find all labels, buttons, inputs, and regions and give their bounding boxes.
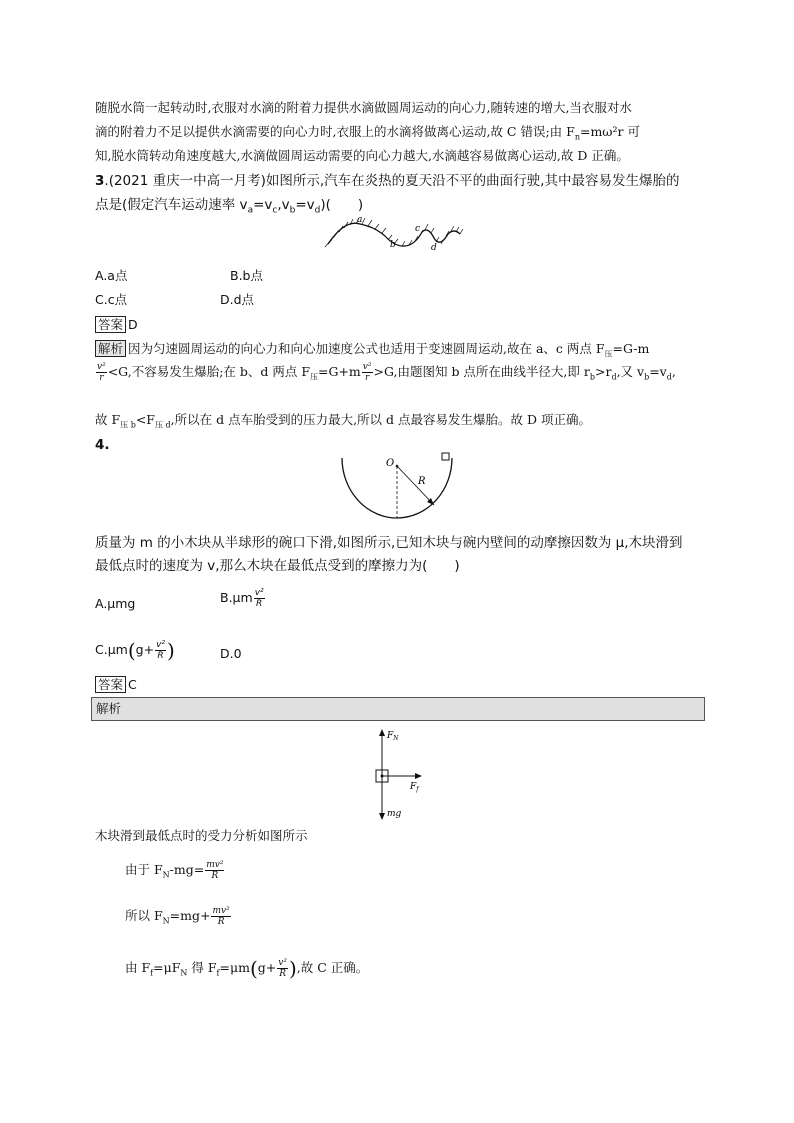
q3-option-c[interactable]: C.c点 [95,292,128,307]
answer-tag: 答案 [95,316,126,333]
q3-analysis-line1: 解析 因为匀速圆周运动的向心力和向心加速度公式也适用于变速圆周运动,故在 a、c 两点 $F_压=G-m$ [95,340,649,363]
friction-force-label: $F_f$ [410,782,419,793]
normal-force-label: $F_N$ [387,731,399,742]
q3-analysis-line3: 故 $F_{压 b}<F_{压 d}$,所以在 d 点车胎受到的压力最大,所以 d 点最容易发生爆胎。故 D 项正确。 [95,412,591,430]
force-diagram [362,726,432,822]
center-label-o: O [386,458,395,469]
q4-option-b[interactable]: B.μm $\frac{\text{v²}}{R}$ [220,588,264,609]
top-explanation-line3: 知,脱水筒转动角速度越大,水滴做圆周运动需要的向心力越大,水滴越容易做离心运动,故 D 正确。 [95,148,629,163]
figure-label-a: a [357,215,363,225]
q3-answer: 答案 D [95,316,138,333]
q3-option-a[interactable]: A.a点 [95,268,128,283]
q4-answer: 答案 C [95,676,137,693]
top-explanation-line2: 滴的附着力不足以提供水滴需要的向心力时,衣服上的水滴将做离心运动,故 C 错误;由 $F_n=m\omega^2r$ 可 [95,124,640,142]
q3-analysis-line2: $\frac{\text{v²}}{r}$ <G,不容易发生爆胎;在 b、d 两点 $F_压=G+m$ $\frac{\text{v²}}{r}$ >G,由题图知 b 点所在曲线半径大,即 $r_b>r_d$,又 $v_b=v_d$, [97,362,676,383]
figure-label-d: d [431,243,437,253]
gravity-label: mg [387,809,402,819]
q3-option-d[interactable]: D.d点 [220,292,255,307]
q4-equation-1: 由于 $F_N-mg=$ $\frac{\text{mv²}}{R}$ [125,860,224,881]
q4-equation-2: 所以 $F_N=mg+$ $\frac{\text{mv²}}{R}$ [125,906,230,927]
q3-option-b[interactable]: B.b点 [230,268,263,283]
q4-option-a[interactable]: A.μmg [95,596,136,611]
top-explanation-line1: 随脱水筒一起转动时,衣服对水滴的附着力提供水滴做圆周运动的向心力,随转速的增大,当衣服对水 [95,100,632,115]
analysis-bar: 解析 [91,697,705,721]
q3-stem-line2: 点是(假定汽车运动速率 $v_a=v_c,v_b=v_d$)( ) [95,197,364,216]
bowl-figure [338,452,458,526]
road-curve-figure [320,214,470,262]
q4-equation-3: 由 $F_f=\mu F_N$ 得 $F_f=\mu m(g+$ $\frac{\text{v²}}{R}$ ),故 C 正确。 [125,956,369,981]
figure-label-c: c [415,224,421,234]
q4-analysis-intro: 木块滑到最低点时的受力分析如图所示 [95,828,308,843]
q4-option-d[interactable]: D.0 [220,646,242,661]
q4-number: 4. [95,437,110,453]
answer-tag: 答案 [95,676,126,693]
q4-option-c[interactable]: C.μm(g+ $\frac{\text{v²}}{R}$ ) [95,638,175,663]
analysis-tag: 解析 [95,340,126,357]
figure-label-b: b [390,240,396,250]
q3-stem-line1: 3.(2021 重庆一中高一月考)如图所示,汽车在炎热的夏天沿不平的曲面行驶,其中最容易发生爆胎的 [95,173,680,189]
radius-label-r: R [418,476,426,487]
q4-stem-line1: 质量为 m 的小木块从半球形的碗口下滑,如图所示,已知木块与碗内壁间的动摩擦因数为 μ,木块滑到 [95,535,683,551]
q4-stem-line2: 最低点时的速度为 v,那么木块在最低点受到的摩擦力为( ) [95,558,460,574]
